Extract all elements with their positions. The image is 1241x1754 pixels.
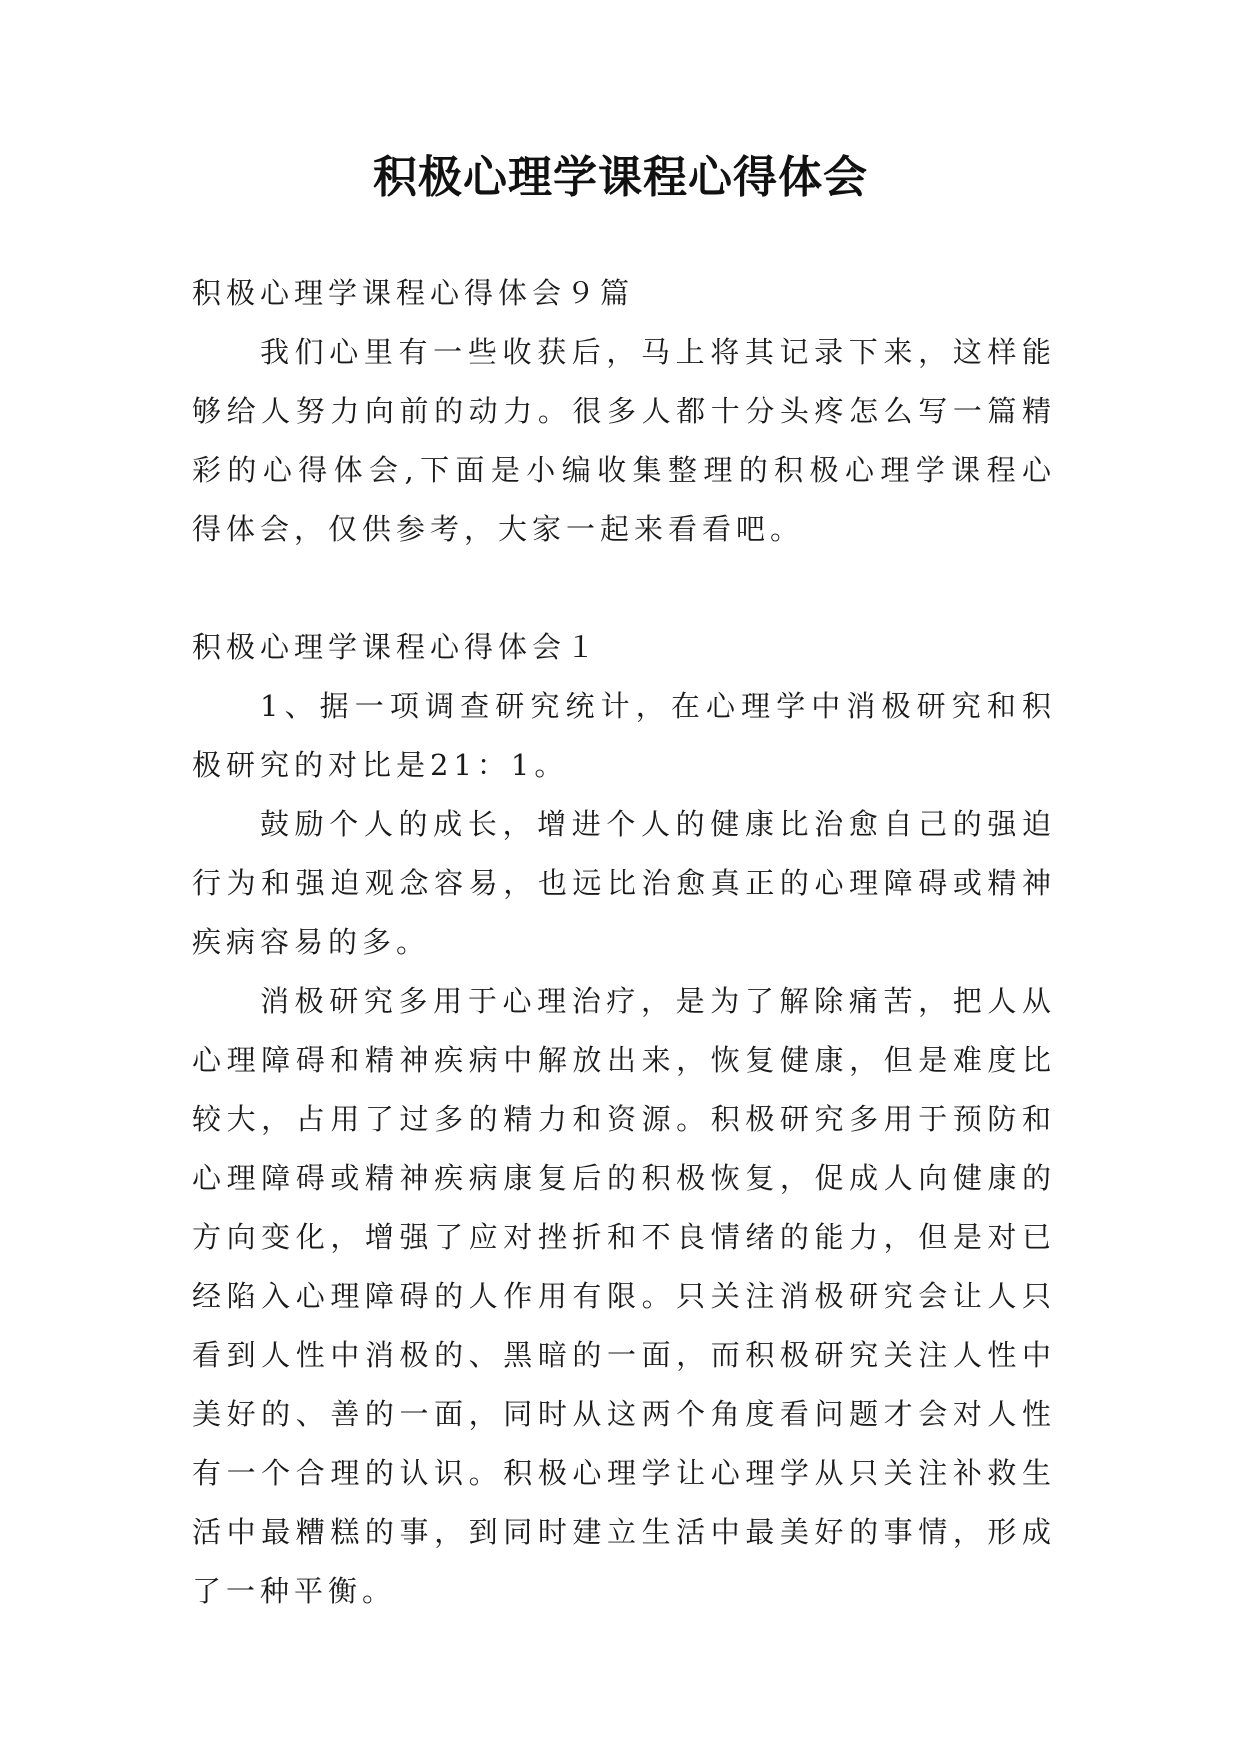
document-title: 积极心理学课程心得体会 xyxy=(373,152,868,203)
paragraph-spacer xyxy=(192,559,1056,618)
document-body xyxy=(192,264,1056,1621)
section-heading: 积极心理学课程心得体会１ xyxy=(192,630,601,664)
body-paragraph-3: 消极研究多用于心理治疗，是为了解除痛苦，把人从心理障碍和精神疾病中解放出来，恢复健康，但是难度比较大，占用了过多的精力和资源。积极研究多用于预防和心理障碍或精神疾病康复后的积极恢复，促成人向健康的方向变化，增强了应对挫折和不良情绪的能力，但是对已经陷入心理障碍的人作用有限。只关注消极研究会让人只看到人性中消极的、黑暗的一面，而积极研究关注人性中美好的、善的一面，同时从这两个角度看问题才会对人性有一个合理的认识。积极心理学让心理学从只关注补救生活中最糟糕的事，到同时建立生活中最美好的事情，形成了一种平衡。 xyxy=(192,984,1056,1608)
intro-paragraph: 我们心里有一些收获后，马上将其记录下来，这样能够给人努力向前的动力。很多人都十分头疼怎么写一篇精彩的心得体会,下面是小编收集整理的积极心理学课程心得体会，仅供参考，大家一起来看看吧。 xyxy=(192,335,1056,546)
body-paragraph-1: 1、据一项调查研究统计，在心理学中消极研究和积极研究的对比是21：1。 xyxy=(192,689,1056,782)
document-subtitle: 积极心理学课程心得体会９篇 xyxy=(192,276,635,310)
body-paragraph-2: 鼓励个人的成长，增进个人的健康比治愈自己的强迫行为和强迫观念容易，也远比治愈真正的心理障碍或精神疾病容易的多。 xyxy=(192,807,1056,959)
